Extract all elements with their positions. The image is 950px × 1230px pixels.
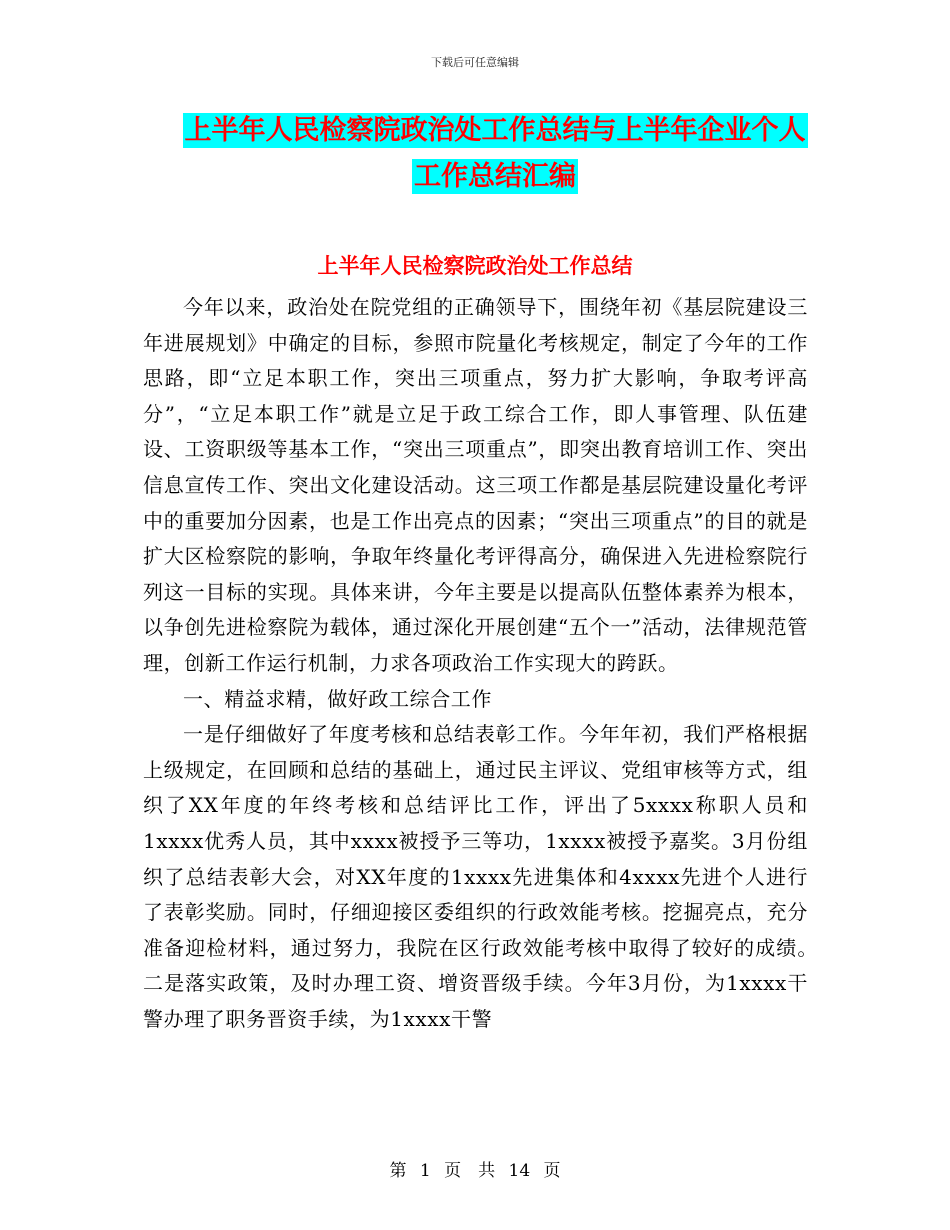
paragraph-heading-1: 一、精益求精，做好政工综合工作 [183, 686, 492, 711]
paragraph-body-1: 一是仔细做好了年度考核和总结表彰工作。今年年初，我们严格根据上级规定，在回顾和总结的基础上，通过民主评议、党组审核等方式，组织了XX年度的年终考核和总结评比工作，评出了5xxxx称职人员和1xxxx优秀人员，其中xxxx被授予三等功，1xxxx被授予嘉奖。3月份组织了总结表彰大会，对XX年度的1xxxx先进集体和4xxxx先进个人进行了表彰奖励。同时，仔细迎接区委组织的行政效能考核。挖掘亮点，充分准备迎检材料，通过努力，我院在区行政效能考核中取得了较好的成绩。 二是落实政策，及时办理工资、增资晋级手续。今年3月份，为1xxxx干警办理了职务晋资手续，为1xxxx干警 [143, 722, 870, 1031]
document-title [150, 108, 840, 200]
document-title-line-1: 上半年人民检察院政治处工作总结与上半年企业个人 [184, 115, 806, 146]
document-body [143, 290, 870, 1037]
document-title-line-2: 工作总结汇编 [414, 161, 576, 192]
page-footer [0, 1156, 950, 1181]
page-number-total: 14 [508, 1161, 531, 1181]
paragraph-intro: 今年以来，政治处在院党组的正确领导下，围绕年初《基层院建设三年进展规划》中确定的目标，参照市院量化考核规定，制定了今年的工作思路，即“立足本职工作，突出三项重点，努力扩大影响，争取考评高分”，“立足本职工作”就是立足于政工综合工作，即人事管理、队伍建设、工资职级等基本工作，“突出三项重点”，即突出教育培训工作、突出信息宣传工作、突出文化建设活动。这三项工作都是基层院建设量化考评中的重要加分因素，也是工作出亮点的因素；“突出三项重点”的目的就是扩大区检察院的影响，争取年终量化考评得高分，确保进入先进检察院行列这一目标的实现。具体来讲，今年主要是以提高队伍整体素养为根本，以争创先进检察院为载体，通过深化开展创建“五个一”活动，法律规范管理，创新工作运行机制，力求各项政治工作实现大的跨跃。 [143, 295, 808, 675]
page-label-suffix: 页 [543, 1161, 561, 1181]
page-label-mid: 页 共 [444, 1161, 496, 1181]
section-title: 上半年人民检察院政治处工作总结 [317, 253, 633, 278]
header-note: 下载后可任意编辑 [431, 56, 519, 69]
page-label-prefix: 第 [389, 1161, 407, 1181]
page-number-current: 1 [419, 1161, 431, 1181]
